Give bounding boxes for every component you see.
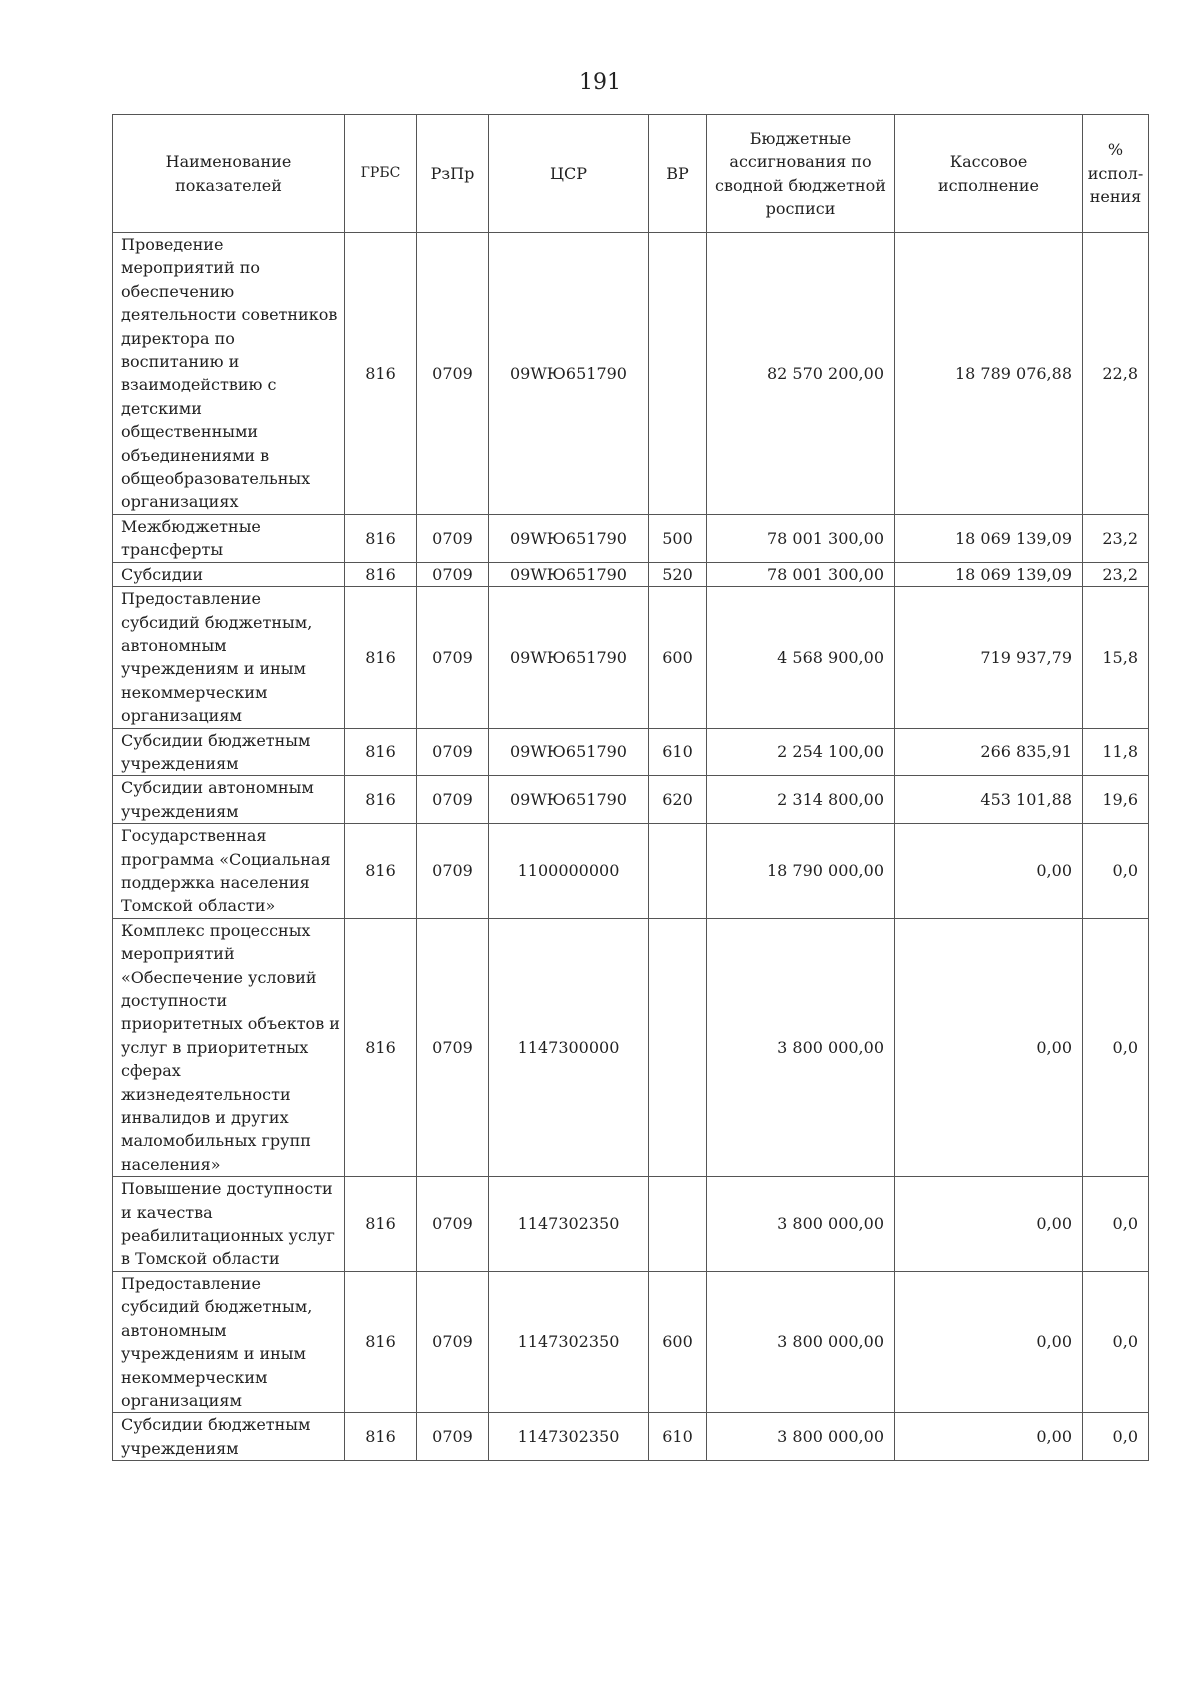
cell-vr: 500 xyxy=(649,514,707,562)
cell-percent: 23,2 xyxy=(1083,562,1149,586)
cell-grbs: 816 xyxy=(345,824,417,919)
cell-cash-execution: 0,00 xyxy=(895,1271,1083,1412)
cell-name: Субсидии автономным учреждениям xyxy=(113,776,345,824)
cell-csr: 1147302350 xyxy=(489,1271,649,1412)
cell-name: Предоставление субсидий бюджетным, автономным учреждениям и иным некоммерческим организациям xyxy=(113,587,345,728)
cell-vr: 610 xyxy=(649,728,707,776)
cell-rzpr: 0709 xyxy=(417,1413,489,1461)
cell-name: Межбюджетные трансферты xyxy=(113,514,345,562)
cell-vr xyxy=(649,918,707,1176)
table-row xyxy=(113,728,1149,776)
cell-name: Государственная программа «Социальная поддержка населения Томской области» xyxy=(113,824,345,919)
cell-name: Предоставление субсидий бюджетным, автономным учреждениям и иным некоммерческим организациям xyxy=(113,1271,345,1412)
cell-name: Субсидии бюджетным учреждениям xyxy=(113,1413,345,1461)
page-number: 191 xyxy=(579,70,621,95)
table-row xyxy=(113,233,1149,515)
cell-percent: 11,8 xyxy=(1083,728,1149,776)
cell-rzpr: 0709 xyxy=(417,918,489,1176)
table-row xyxy=(113,918,1149,1176)
cell-rzpr: 0709 xyxy=(417,1177,489,1272)
cell-assignments: 3 800 000,00 xyxy=(707,918,895,1176)
table-row xyxy=(113,1413,1149,1461)
cell-csr: 1147300000 xyxy=(489,918,649,1176)
table-row xyxy=(113,562,1149,586)
cell-csr: 09WЮ651790 xyxy=(489,776,649,824)
cell-percent: 0,0 xyxy=(1083,1413,1149,1461)
cell-percent: 22,8 xyxy=(1083,233,1149,515)
table-header-row xyxy=(113,115,1149,233)
cell-name: Проведение мероприятий по обеспечению деятельности советников директора по воспитанию и взаимодействию с детскими общественными объединениями в общеобразовательных организациях xyxy=(113,233,345,515)
cell-cash-execution: 18 789 076,88 xyxy=(895,233,1083,515)
header-grbs: ГРБС xyxy=(345,115,417,233)
cell-assignments: 3 800 000,00 xyxy=(707,1177,895,1272)
table-row xyxy=(113,1271,1149,1412)
cell-vr: 520 xyxy=(649,562,707,586)
cell-percent: 15,8 xyxy=(1083,587,1149,728)
cell-cash-execution: 0,00 xyxy=(895,1177,1083,1272)
cell-rzpr: 0709 xyxy=(417,824,489,919)
cell-grbs: 816 xyxy=(345,233,417,515)
cell-percent: 0,0 xyxy=(1083,1271,1149,1412)
header-csr: ЦСР xyxy=(489,115,649,233)
header-assignments: Бюджетные ассигнования по сводной бюджетной росписи xyxy=(707,115,895,233)
cell-grbs: 816 xyxy=(345,587,417,728)
cell-vr: 610 xyxy=(649,1413,707,1461)
cell-grbs: 816 xyxy=(345,1177,417,1272)
cell-rzpr: 0709 xyxy=(417,514,489,562)
cell-rzpr: 0709 xyxy=(417,233,489,515)
cell-cash-execution: 0,00 xyxy=(895,824,1083,919)
header-cash-execution: Кассовое исполнение xyxy=(895,115,1083,233)
table-row xyxy=(113,776,1149,824)
budget-execution-table xyxy=(112,114,1149,1461)
cell-percent: 0,0 xyxy=(1083,1177,1149,1272)
cell-percent: 23,2 xyxy=(1083,514,1149,562)
table-row xyxy=(113,824,1149,919)
cell-csr: 09WЮ651790 xyxy=(489,562,649,586)
cell-assignments: 2 314 800,00 xyxy=(707,776,895,824)
cell-vr xyxy=(649,824,707,919)
cell-assignments: 3 800 000,00 xyxy=(707,1413,895,1461)
cell-rzpr: 0709 xyxy=(417,776,489,824)
cell-cash-execution: 0,00 xyxy=(895,1413,1083,1461)
cell-cash-execution: 18 069 139,09 xyxy=(895,562,1083,586)
table-row xyxy=(113,1177,1149,1272)
header-name: Наименование показателей xyxy=(113,115,345,233)
cell-assignments: 82 570 200,00 xyxy=(707,233,895,515)
cell-assignments: 78 001 300,00 xyxy=(707,562,895,586)
header-percent-execution: % испол-нения xyxy=(1083,115,1149,233)
cell-cash-execution: 18 069 139,09 xyxy=(895,514,1083,562)
cell-grbs: 816 xyxy=(345,514,417,562)
cell-vr: 600 xyxy=(649,1271,707,1412)
cell-csr: 1147302350 xyxy=(489,1413,649,1461)
cell-name: Субсидии xyxy=(113,562,345,586)
cell-csr: 09WЮ651790 xyxy=(489,587,649,728)
cell-vr: 600 xyxy=(649,587,707,728)
cell-cash-execution: 719 937,79 xyxy=(895,587,1083,728)
cell-rzpr: 0709 xyxy=(417,1271,489,1412)
cell-cash-execution: 453 101,88 xyxy=(895,776,1083,824)
cell-assignments: 78 001 300,00 xyxy=(707,514,895,562)
cell-assignments: 3 800 000,00 xyxy=(707,1271,895,1412)
cell-assignments: 18 790 000,00 xyxy=(707,824,895,919)
cell-assignments: 2 254 100,00 xyxy=(707,728,895,776)
cell-cash-execution: 0,00 xyxy=(895,918,1083,1176)
cell-name: Повышение доступности и качества реабилитационных услуг в Томской области xyxy=(113,1177,345,1272)
header-vr: ВР xyxy=(649,115,707,233)
cell-csr: 09WЮ651790 xyxy=(489,514,649,562)
cell-percent: 0,0 xyxy=(1083,824,1149,919)
cell-vr xyxy=(649,233,707,515)
cell-grbs: 816 xyxy=(345,776,417,824)
table-row xyxy=(113,514,1149,562)
cell-cash-execution: 266 835,91 xyxy=(895,728,1083,776)
table-row xyxy=(113,587,1149,728)
cell-vr: 620 xyxy=(649,776,707,824)
cell-assignments: 4 568 900,00 xyxy=(707,587,895,728)
cell-percent: 19,6 xyxy=(1083,776,1149,824)
cell-csr: 1100000000 xyxy=(489,824,649,919)
cell-csr: 09WЮ651790 xyxy=(489,728,649,776)
cell-grbs: 816 xyxy=(345,918,417,1176)
cell-grbs: 816 xyxy=(345,562,417,586)
header-rzpr: РзПр xyxy=(417,115,489,233)
cell-grbs: 816 xyxy=(345,1271,417,1412)
cell-name: Комплекс процессных мероприятий «Обеспечение условий доступности приоритетных объектов и услуг в приоритетных сферах жизнедеятельности инвалидов и других маломобильных групп населения» xyxy=(113,918,345,1176)
cell-vr xyxy=(649,1177,707,1272)
cell-csr: 1147302350 xyxy=(489,1177,649,1272)
cell-name: Субсидии бюджетным учреждениям xyxy=(113,728,345,776)
cell-csr: 09WЮ651790 xyxy=(489,233,649,515)
cell-rzpr: 0709 xyxy=(417,728,489,776)
cell-percent: 0,0 xyxy=(1083,918,1149,1176)
cell-grbs: 816 xyxy=(345,1413,417,1461)
cell-rzpr: 0709 xyxy=(417,562,489,586)
cell-grbs: 816 xyxy=(345,728,417,776)
cell-rzpr: 0709 xyxy=(417,587,489,728)
